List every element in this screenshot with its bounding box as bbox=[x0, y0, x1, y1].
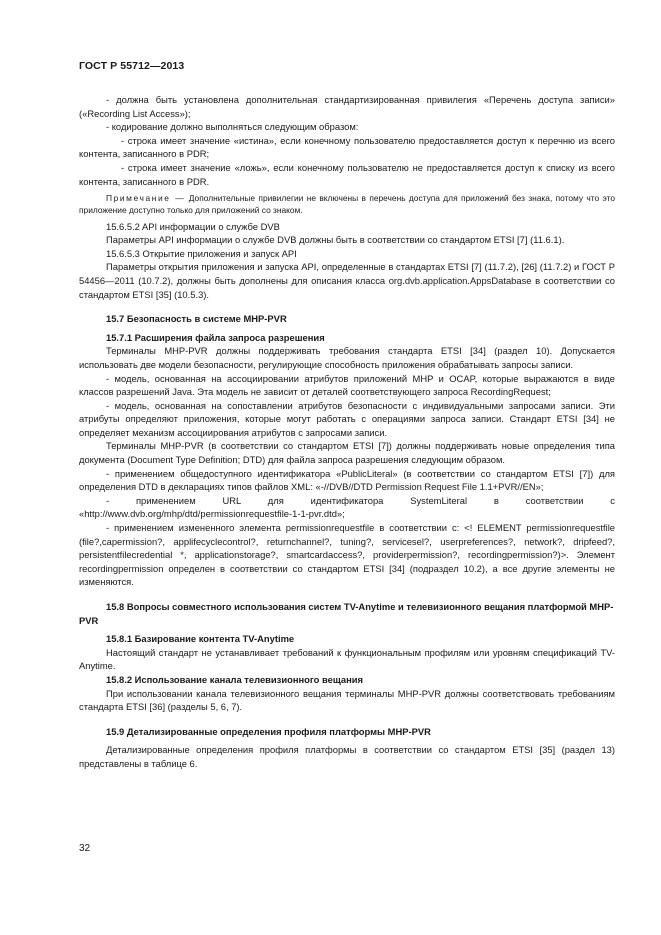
paragraph: - должна быть установлена дополнительная стандартизированная привилегия «Перечень доступа записи» («Recording List Access»); bbox=[79, 94, 615, 119]
subsection-heading: 15.6.5.3 Открытие приложения и запуск API bbox=[106, 247, 297, 259]
paragraph: - строка имеет значение «ложь», если конечному пользователю не предоставляется доступ к списку из всего контента, записанного в PDR. bbox=[79, 161, 615, 187]
subsection-heading: 15.8.2 Использование канала телевизионного вещания bbox=[106, 673, 363, 685]
paragraph: - модель, основанная на ассоциировании атрибутов приложений MHP и OCAP, которые выражаются в виде классов разрешений Java. Эта модель не зависит от деталей соответствующего запроса RecordingRequest; bbox=[79, 372, 615, 398]
paragraph: Настоящий стандарт не устанавливает требований к функциональным профилям или уровням спецификаций TV-Anytime. bbox=[79, 646, 615, 672]
paragraph: При использовании канала телевизионного вещания терминалы MHP-PVR должны соответствовать требованиям стандарта ETSI [36] (разделы 5, 6, 7). bbox=[79, 687, 615, 713]
paragraph: - применением измененного элемента permissionrequestfile в соответствии с: <! ELEMENT permissionrequestfile (file?,capermission?, applifecyclecontrol?, returnchannel?, tuning?, servicesel?, userpreferences?, network?, dripfeed?, persistentfilecredential *, applicationstorage?, smartcardaccess?, providerpermission?, recordingpermission?)>. Элемент recordingpermission определен в соответствии со стандартом ETSI [34] (подраздел 10.2), а все другие элементы не изменяются. bbox=[79, 522, 615, 588]
paragraph: - строка имеет значение «истина», если конечному пользователю предоставляется доступ к перечню из всего контента, записанного в PDR; bbox=[79, 134, 615, 160]
section-heading: 15.7 Безопасность в системе MHP-PVR bbox=[106, 313, 287, 325]
paragraph: Параметры API информации о службе DVB должны быть в соответствии со стандартом ETSI [7] (11.6.1). bbox=[106, 234, 565, 246]
paragraph: Параметры открытия приложения и запуска API, определенные в стандартах ETSI [7] (11.7.2), [26] (11.7.2) и ГОСТ Р 54456—2011 (10.7.2), должны быть дополнены для описания класса org.dvb.application.AppsDatabase в соответствии со стандартом ETSI [35] (10.5.3). bbox=[79, 261, 615, 300]
paragraph: - применением URL для идентификатора SystemLiteral в соответствии с «http://www.dvb.org/mhp/dtd/permissionrequestfile-1-1-pvr.dtd»; bbox=[79, 494, 615, 520]
document-header: ГОСТ Р 55712—2013 bbox=[79, 60, 185, 72]
paragraph: Детализированные определения профиля платформы в соответствии со стандартом ETSI [35] (раздел 13) представлены в таблице 6. bbox=[79, 744, 615, 769]
subsection-heading: 15.6.5.2 API информации о службе DVB bbox=[106, 220, 280, 232]
section-heading: 15.8 Вопросы совместного использования систем TV-Anytime и телевизионного вещания платформой MHP-PVR bbox=[79, 601, 614, 626]
document-body bbox=[79, 93, 615, 771]
page-number: 32 bbox=[79, 843, 91, 854]
subsection-heading: 15.7.1 Расширения файла запроса разрешения bbox=[106, 331, 325, 343]
paragraph: Терминалы MHP-PVR должны поддерживать требования стандарта ETSI [34] (раздел 10). Допускается использовать две модели безопасности, регулирующие способность приложения обрабатывать запросы записи. bbox=[79, 345, 615, 370]
paragraph: - модель, основанная на сопоставлении атрибутов безопасности с индивидуальными запросами записи. Эти атрибуты определяют приложения, которые могут работать с операциями запроса записи. Стандарт ETSI [34] не определяет механизм ассоциирования атрибутов с запросами записи. bbox=[79, 399, 615, 438]
subsection-heading: 15.8.1 Базирование контента TV-Anytime bbox=[106, 633, 295, 645]
note-label: Примечание — bbox=[106, 193, 186, 204]
note-text: Дополнительные привилегии не включены в перечень доступа для приложений без знака, потому что это приложение доступно только для приложений со знаком. bbox=[79, 193, 616, 216]
section-heading: 15.9 Детализированные определения профиля платформы MHP-PVR bbox=[106, 725, 431, 737]
note bbox=[79, 192, 615, 216]
paragraph: Терминалы MHP-PVR (в соответствии со стандартом ETSI [7]) должны поддерживать новые определения типа документа (Document Type Definition; DTD) для файла запроса разрешения следующим образом. bbox=[79, 440, 615, 466]
paragraph: - кодирование должно выполняться следующим образом: bbox=[106, 121, 359, 133]
paragraph: - применением общедоступного идентификатора «PublicLiteral» (в соответствии со стандартом ETSI [7]) для определения DTD в декларациях типов файлов XML: «-//DVB//DTD Permission Request File 1.1+PVR//EN»; bbox=[79, 467, 615, 493]
